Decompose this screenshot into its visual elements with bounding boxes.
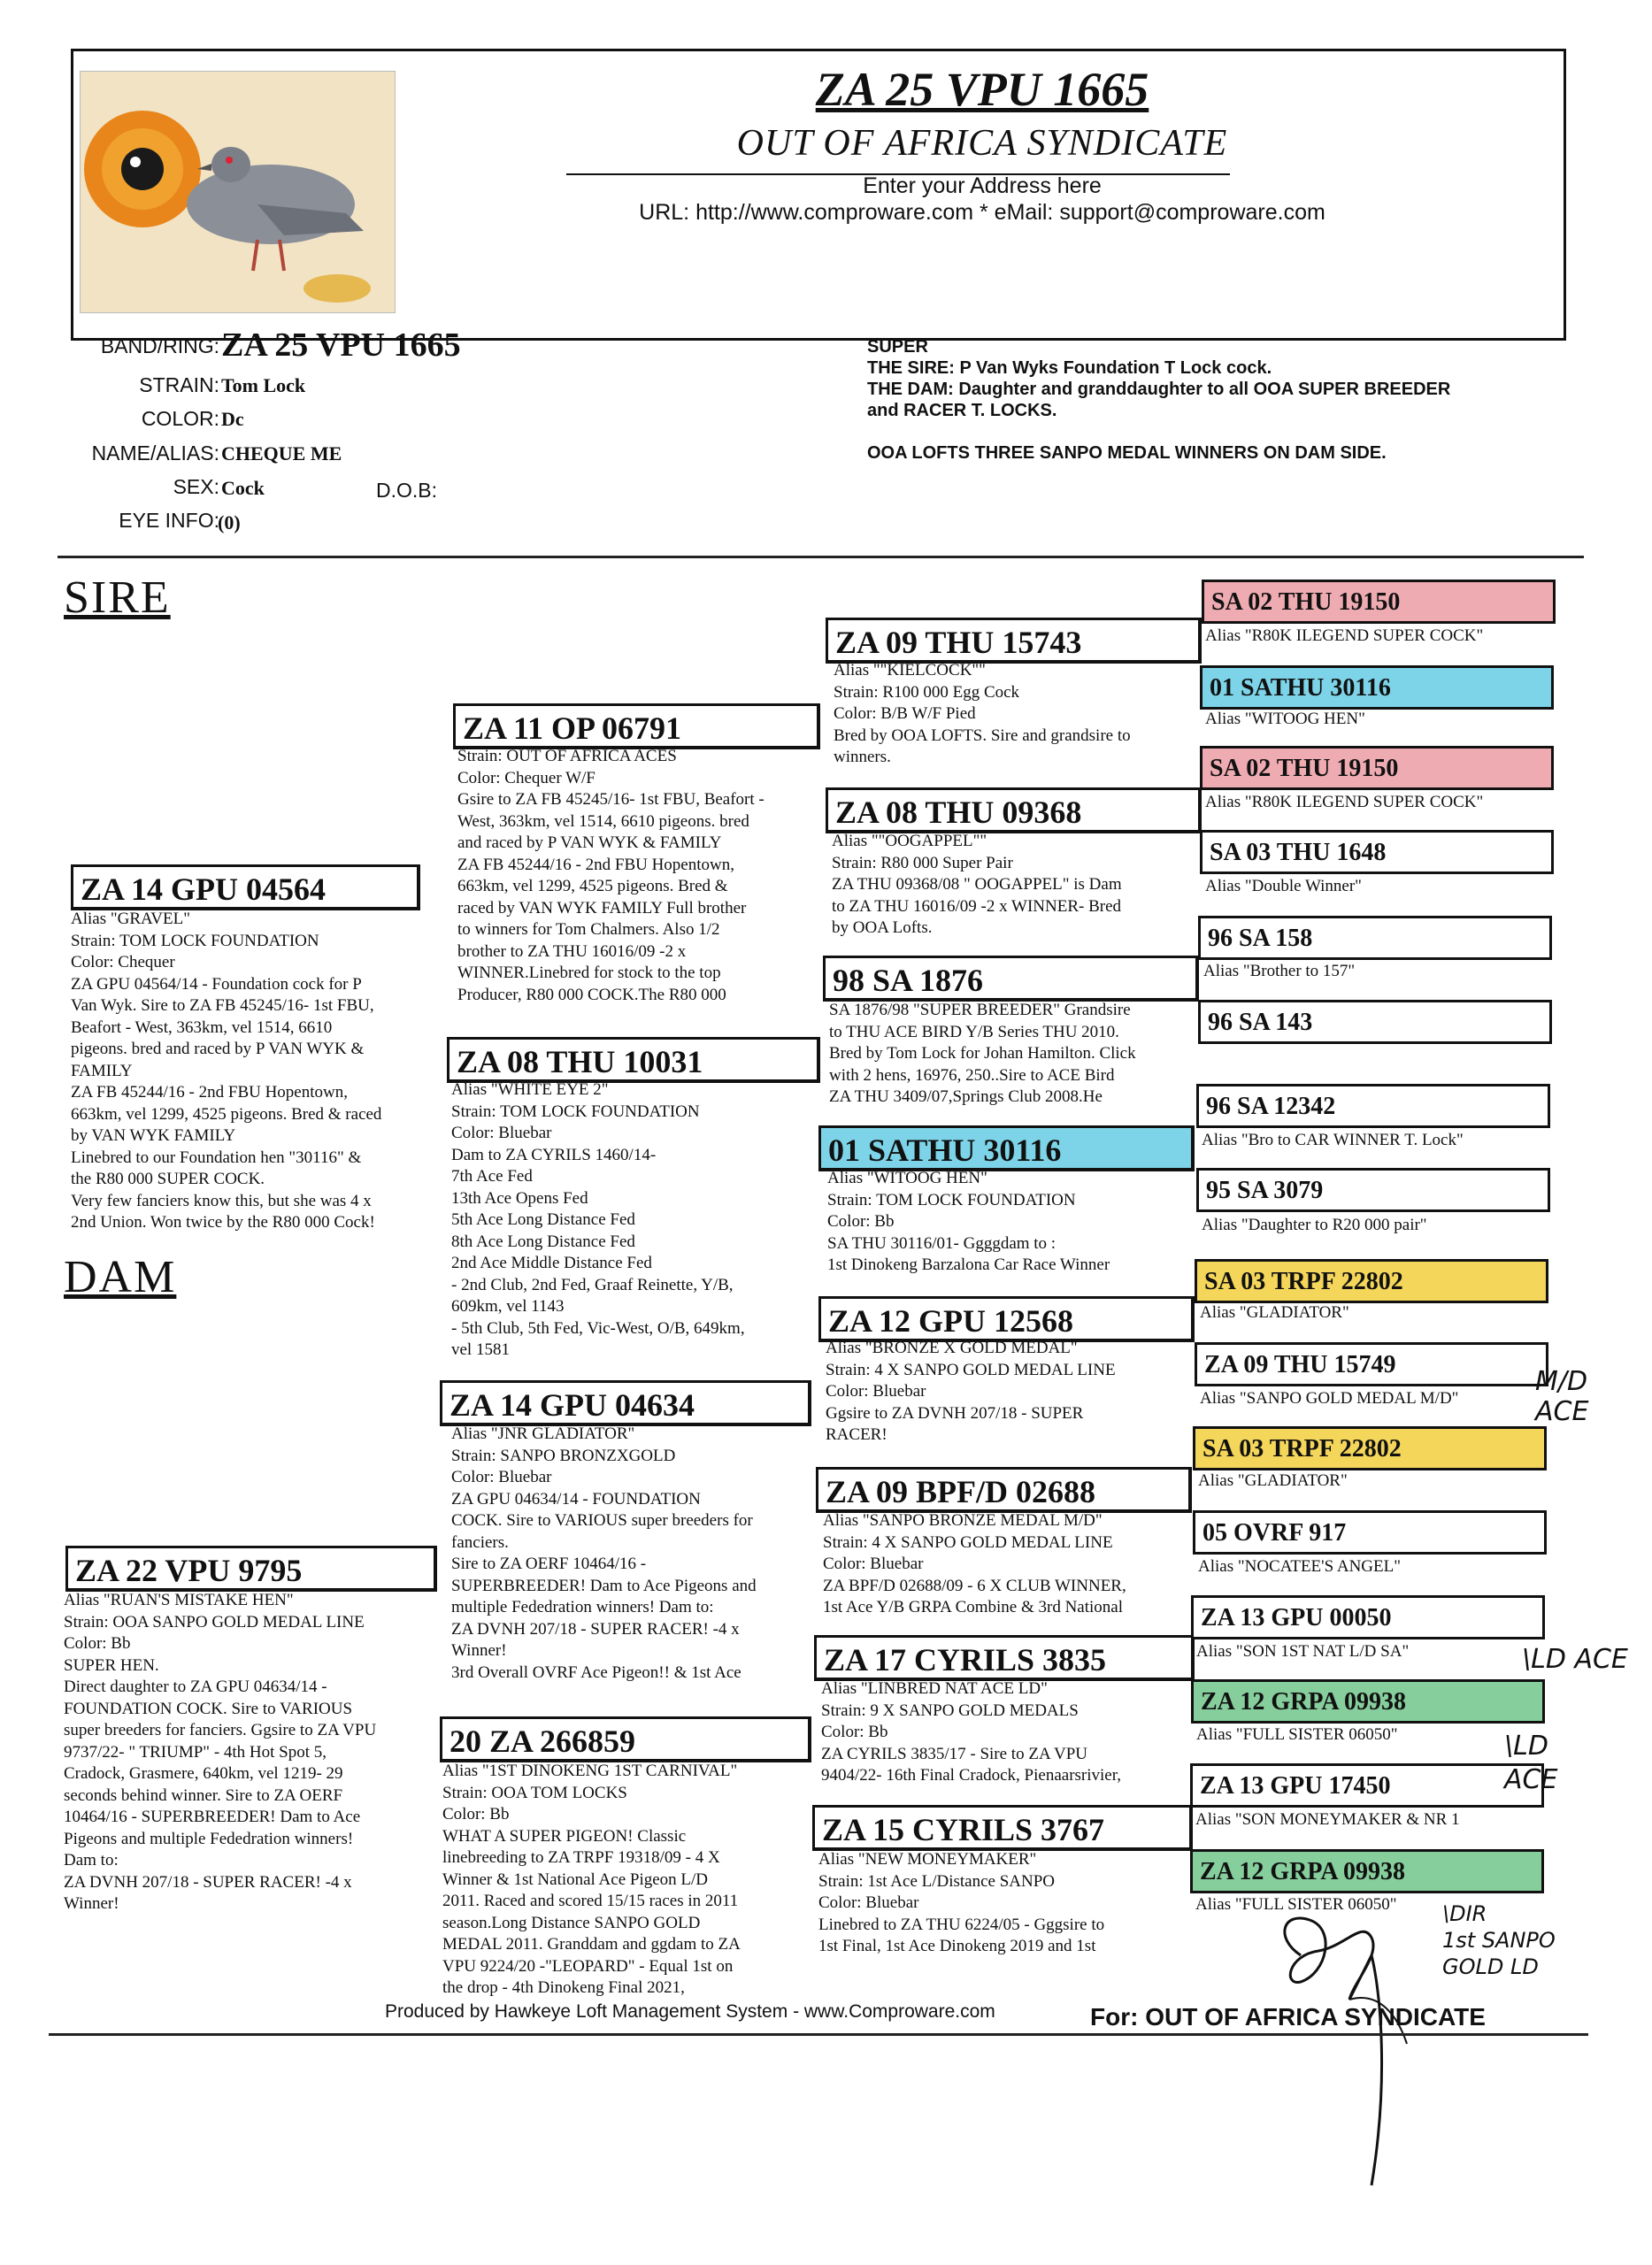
bottom-rule [49,2033,1588,2036]
gen4-band-box-11: SA 03 TRPF 22802 [1193,1426,1547,1470]
gen4-alias-15: Alias "SON MONEYMAKER & NR 1 [1195,1810,1460,1829]
gen4-alias-7: Alias "Bro to CAR WINNER T. Lock" [1202,1131,1464,1149]
dam-dam-info: Alias "1ST DINOKENG 1ST CARNIVAL" Strain: OOA TOM LOCKS Color: Bb WHAT A SUPER PIGEON! Classic linebreeding to ZA TRPF 19318/09 - 4 X Winner & 1st National Ace Pigeon L/D 2011. Raced and scored 15/15 races in 2011 season.Long Distance SANPO GOLD MEDAL 2011. Granddam and ggdam to ZA VPU 9224/20 -"LEOPARD" - Equal 1st on the drop - 4th Dinokeng Final 2021, [442,1762,741,1997]
pigeon-photo [80,71,396,313]
top-rule [58,556,1584,558]
gen4-alias-8: Alias "Daughter to R20 000 pair" [1202,1216,1427,1234]
gen3-band-box-3: 98 SA 1876 [823,956,1199,1002]
gen4-alias-11: Alias "GLADIATOR" [1198,1471,1348,1490]
handwritten-note-md-ace: M/D ACE [1535,1366,1589,1427]
gen3-band-box-7: ZA 17 CYRILS 3835 [814,1635,1195,1681]
name-value: CHEQUE ME [221,442,342,465]
gen4-alias-3: Alias "R80K ILEGEND SUPER COCK" [1205,793,1484,811]
dob-label: D.O.B: [376,479,438,502]
sire-band-box: ZA 14 GPU 04564 [71,864,420,910]
gen3-band-box-6: ZA 09 BPF/D 02688 [816,1467,1192,1513]
gen4-alias-2: Alias "WITOOG HEN" [1205,710,1365,728]
gen4-band-box-1: SA 02 THU 19150 [1202,580,1556,624]
gen4-band-box-6: 96 SA 143 [1198,1000,1552,1044]
strain-label: STRAIN: [139,373,219,396]
gen4-band-box-15: ZA 13 GPU 17450 [1190,1763,1544,1808]
gen3-band-box-4: 01 SATHU 30116 [818,1125,1195,1171]
sire-sire-info: Strain: OUT OF AFRICA ACES Color: Chequer W/F Gsire to ZA FB 45245/16- 1st FBU, Beafort - West, 363km, vel 1514, 6610 pigeons. bred and raced by P VAN WYK & FAMILY ZA FB 45244/16 - 2nd FBU Hopentown, 663km, vel 1299, 4525 pigeons. Bred & raced by VAN WYK FAMILY Full brother to winners for Tom Chalmers. Also 1/2 brother to ZA THU 16016/09 -2 x WINNER.Linebred for stock to the top Producer, R80 000 COCK.The R80 000 [457,747,765,1004]
dam-sire-band-box: ZA 14 GPU 04634 [440,1380,811,1426]
gen4-alias-4: Alias "Double Winner" [1205,877,1362,895]
gen3-info-5: Alias "BRONZE X GOLD MEDAL" Strain: 4 X SANPO GOLD MEDAL LINE Color: Bluebar Ggsire to ZA DVNH 207/18 - SUPER RACER! [826,1339,1116,1444]
gen4-band-box-14: ZA 12 GRPA 09938 [1191,1679,1545,1724]
gen4-band-box-5: 96 SA 158 [1198,916,1552,960]
gen4-alias-10: Alias "SANPO GOLD MEDAL M/D" [1200,1389,1459,1408]
gen3-info-1: Alias ""KIELCOCK"" Strain: R100 000 Egg Cock Color: B/B W/F Pied Bred by OOA LOFTS. Sire and grandsire to winners. [834,661,1131,766]
sex-value: Cock [221,477,265,499]
gen4-alias-9: Alias "GLADIATOR" [1200,1303,1349,1322]
handwritten-note-ld-ace-2: \LD ACE [1504,1731,1558,1795]
dam-info: Alias "RUAN'S MISTAKE HEN" Strain: OOA SANPO GOLD MEDAL LINE Color: Bb SUPER HEN. Direct daughter to ZA GPU 04634/14 - FOUNDATION COCK. Sire to VARIOUS super breeders for fanciers. Ggsire to ZA VPU 9737/22- " TRIUMP" - 4th Hot Spot 5, Cradock, Grasmere, 640km, vel 1219- 29 seconds behind winner. Sire to ZA OERF 10464/16 - SUPERBREEDER! Dam to Ace Pigeons and multiple Fededration winners! Dam to: ZA DVNH 207/18 - SUPER RACER! -4 x Winner! [64,1591,377,1913]
signature-mark [1265,1902,1433,2194]
gen4-band-box-10: ZA 09 THU 15749 [1195,1342,1548,1386]
gen3-info-3: SA 1876/98 "SUPER BREEDER" Grandsire to THU ACE BIRD Y/B Series THU 2010. Bred by Tom Lock for Johan Hamilton. Click with 2 hens, 16976, 250..Sire to ACE Bird ZA THU 3409/07,Springs Club 2008.He [829,1001,1136,1106]
gen3-info-4: Alias "WITOOG HEN" Strain: TOM LOCK FOUNDATION Color: Bb SA THU 30116/01- Ggggdam to : 1st Dinokeng Barzalona Car Race Winner [827,1169,1110,1274]
sire-info: Alias "GRAVEL" Strain: TOM LOCK FOUNDATION Color: Chequer ZA GPU 04564/14 - Foundation cock for P Van Wyk. Sire to ZA FB 45245/16- 1st FBU, Beafort - West, 363km, vel 1514, 6610 pigeons. bred and raced by P VAN WYK & FAMILY ZA FB 45244/16 - 2nd FBU Hopentown, 663km, vel 1299, 4525 pigeons. Bred & raced by VAN WYK FAMILY Linebred to our Foundation hen "30116" & the R80 000 SUPER COCK. Very few fanciers know this, but she was 4 x 2nd Union. Won twice by the R80 000 Cock! [71,910,382,1232]
gen4-alias-16: Alias "FULL SISTER 06050" [1195,1895,1397,1914]
dam-section-label: DAM [64,1252,177,1302]
gen4-band-box-8: 95 SA 3079 [1196,1168,1550,1212]
gen4-band-box-7: 96 SA 12342 [1196,1084,1550,1128]
sex-label: SEX: [173,475,219,498]
header-syndicate: OUT OF AFRICA SYNDICATE [736,123,1228,164]
header-band: ZA 25 VPU 1665 [815,63,1149,116]
gen4-alias-14: Alias "FULL SISTER 06050" [1196,1725,1398,1744]
sire-dam-info: Alias "WHITE EYE 2" Strain: TOM LOCK FOUNDATION Color: Bluebar Dam to ZA CYRILS 1460/14- 7th Ace Fed 13th Ace Opens Fed 5th Ace Long Distance Fed 8th Ace Long Distance Fed 2nd Ace Middle Distance Fed - 2nd Club, 2nd Fed, Graaf Reinette, Y/B, 609km, vel 1143 - 5th Club, 5th Fed, Vic-West, O/B, 649km, vel 1581 [451,1080,745,1359]
gen3-info-6: Alias "SANPO BRONZE MEDAL M/D" Strain: 4 X SANPO GOLD MEDAL LINE Color: Bluebar ZA BPF/D 02688/09 - 6 X CLUB WINNER, 1st Ace Y/B GRPA Combine & 3rd National [823,1511,1126,1616]
gen4-band-box-9: SA 03 TRPF 22802 [1195,1259,1548,1303]
footer-for-line: For: OUT OF AFRICA SYNDICATE [1090,2003,1486,2031]
gen3-info-7: Alias "LINBRED NAT ACE LD" Strain: 9 X SANPO GOLD MEDALS Color: Bb ZA CYRILS 3835/17 - Sire to ZA VPU 9404/22- 16th Final Cradock, Pienaarsrivier, [821,1679,1122,1785]
band-label: BAND/RING: [100,334,219,357]
gen3-info-2: Alias ""OOGAPPEL"" Strain: R80 000 Super Pair ZA THU 09368/08 " OOGAPPEL" is Dam to ZA THU 16016/09 -2 x WINNER- Bred by OOA Lofts. [832,832,1122,937]
gen4-alias-12: Alias "NOCATEE'S ANGEL" [1198,1557,1401,1576]
handwritten-note-sanpo: \DIR 1st SANPO GOLD LD [1442,1901,1556,1979]
color-label: COLOR: [141,407,219,430]
gen4-alias-13: Alias "SON 1ST NAT L/D SA" [1196,1642,1410,1661]
gen3-band-box-5: ZA 12 GPU 12568 [818,1296,1195,1342]
gen4-band-box-16: ZA 12 GRPA 09938 [1190,1849,1544,1893]
name-label: NAME/ALIAS: [91,441,219,465]
gen4-alias-5: Alias "Brother to 157" [1203,962,1356,980]
gen3-band-box-2: ZA 08 THU 09368 [826,787,1202,833]
gen3-band-box-8: ZA 15 CYRILS 3767 [812,1805,1193,1851]
footer-produced-by: Produced by Hawkeye Loft Management System - www.Comproware.com [385,2001,995,2022]
gen4-alias-1: Alias "R80K ILEGEND SUPER COCK" [1205,626,1484,645]
band-value: ZA 25 VPU 1665 [221,326,461,364]
handwritten-note-ld-ace-1: \LD ACE [1522,1644,1628,1675]
header-url-line: URL: http://www.comproware.com * eMail: support@comproware.com [639,200,1325,225]
sire-section-label: SIRE [64,572,171,623]
gen4-band-box-12: 05 OVRF 917 [1193,1510,1547,1555]
eye-value: (0) [218,511,241,534]
color-value: Dc [221,408,244,430]
sire-sire-band-box: ZA 11 OP 06791 [453,703,820,749]
gen3-info-8: Alias "NEW MONEYMAKER" Strain: 1st Ace L/Distance SANPO Color: Bluebar Linebred to ZA THU 6224/05 - Gggsire to 1st Final, 1st Ace Dinokeng 2019 and 1st [818,1850,1105,1955]
sire-dam-band-box: ZA 08 THU 10031 [447,1037,820,1083]
gen4-band-box-13: ZA 13 GPU 00050 [1191,1595,1545,1639]
eye-label: EYE INFO: [119,509,219,532]
pedigree-notes: SUPER THE SIRE: P Van Wyks Foundation T Lock cock. THE DAM: Daughter and granddaughter to all OOA SUPER BREEDER and RACER T. LOCKS. OOA LOFTS THREE SANPO MEDAL WINNERS ON DAM SIDE. [867,337,1451,463]
gen4-band-box-3: SA 02 THU 19150 [1200,746,1554,790]
gen4-band-box-4: SA 03 THU 1648 [1200,830,1554,874]
dam-band-box: ZA 22 VPU 9795 [65,1546,437,1592]
gen4-band-box-2: 01 SATHU 30116 [1200,665,1554,710]
dam-dam-band-box: 20 ZA 266859 [440,1716,811,1762]
gen3-band-box-1: ZA 09 THU 15743 [826,618,1202,664]
dam-sire-info: Alias "JNR GLADIATOR" Strain: SANPO BRONZXGOLD Color: Bluebar ZA GPU 04634/14 - FOUNDATION COCK. Sire to VARIOUS super breeders for fanciers. Sire to ZA OERF 10464/16 - SUPERBREEDER! Dam to Ace Pigeons and multiple Fededration winners! Dam to: ZA DVNH 207/18 - SUPER RACER! -4 x Winner! 3rd Overall OVRF Ace Pigeon!! & 1st Ace [451,1424,757,1682]
strain-value: Tom Lock [221,374,306,396]
header-address: Enter your Address here [863,173,1102,198]
